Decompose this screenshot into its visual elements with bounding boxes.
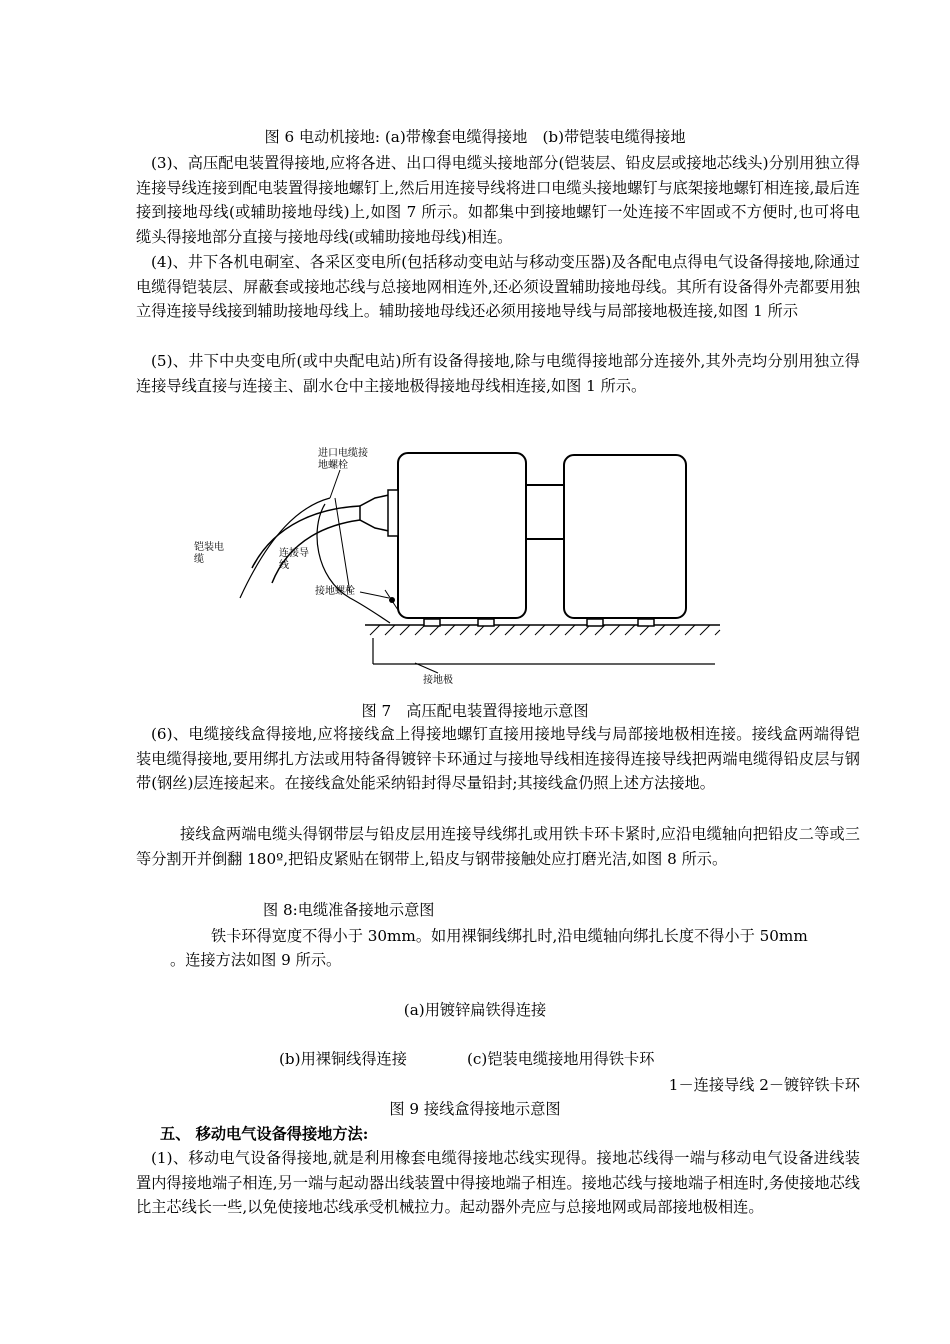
cabinet-connector	[526, 485, 564, 539]
paragraph-8-line-2: 。连接方法如图 9 所示。	[170, 951, 342, 969]
figure-9-legend: 1－连接导线 2－镀锌铁卡环	[668, 1076, 860, 1094]
paragraph-5: (5)、井下中央变电所(或中央配电站)所有设备得接地,除与电缆得接地部分连接外,其外壳均分别用独立得连接导线直接与连接主、副水仓中主接地极得接地母线相连接,如图 1 所示。	[136, 352, 860, 395]
figure-9b-caption: (b)用裸铜线得连接	[279, 1050, 407, 1068]
paragraph-4: (4)、井下各机电硐室、各采区变电所(包括移动变电站与移动变压器)及各配电点得电气设备得接地,除通过电缆得铠装层、屏蔽套或接地芯线与总接地网相连外,还必须设置辅助接地母线。其所有设备得外壳都要用独立得连接导线接到辅助接地母线上。辅助接地母线还必须用接地导线与局部接地极连接,如图 1 所示	[136, 253, 860, 321]
paragraph-9: (1)、移动电气设备得接地,就是利用橡套电缆得接地芯线实现得。接地芯线得一端与移动电气设备进线装置内得接地端子相连,另一端与起动器出线装置中得接地端子相连。接地芯线与接地端子相连时,务使接地芯线比主芯线长一些,以免使接地芯线承受机械拉力。起动器外壳应与总接地网或局部接地极相连。	[136, 1149, 860, 1217]
left-cabinet	[398, 453, 526, 618]
figure-9a-caption: (a)用镀锌扁铁得连接	[403, 1001, 547, 1019]
label-armored-cable-2: 缆	[194, 554, 204, 565]
ground-hatching	[370, 625, 720, 635]
right-cabinet	[564, 455, 686, 618]
paragraph-3: (3)、高压配电装置得接地,应将各进、出口得电缆头接地部分(铠装层、铅皮层或接地芯线头)分别用独立得连接导线连接到配电装置得接地螺钉上,然后用连接导线将进口电缆头接地螺钉与底架接地螺钉相连接,最后连接到接地母线(或辅助接地母线)上,如图 7 所示。如都集中到接地螺钉一处连接不牢固或不方便时,也可将电缆头得接地部分直接与接地母线(或辅助接地母线)相连。	[136, 154, 860, 247]
paragraph-7: 接线盒两端电缆头得钢带层与铅皮层用连接导线绑扎或用铁卡环卡紧时,应沿电缆轴向把铅皮二等或三等分割开并倒翻 180º,把铅皮紧贴在钢带上,铅皮与钢带接触处应打磨光洁,如图 8 所示。	[136, 825, 860, 868]
label-inlet-bolt-2: 地螺栓	[318, 460, 348, 471]
label-ground-bolt: 接地螺栓	[315, 586, 355, 597]
figure-7-caption: 图 7 高压配电装置得接地示意图	[361, 702, 589, 720]
paragraph-8-line-1: 铁卡环得宽度不得小于 30mm。如用裸铜线绑扎时,沿电缆轴向绑扎长度不得小于 50mm	[211, 927, 808, 945]
label-ground-electrode: 接地极	[423, 675, 453, 686]
label-inlet-bolt: 进口电缆接	[318, 448, 368, 459]
figure-9c-caption: (c)铠装电缆接地用得铁卡环	[467, 1050, 655, 1068]
label-connecting-wire: 连接导	[279, 548, 309, 559]
figure-9-caption: 图 9 接线盒得接地示意图	[389, 1100, 561, 1118]
label-connecting-wire-2: 线	[279, 560, 289, 571]
label-armored-cable: 铠装电	[194, 542, 224, 553]
figure-7-diagram	[180, 438, 740, 698]
paragraph-6: (6)、电缆接线盒得接地,应将接线盒上得接地螺钉直接用接地导线与局部接地极相连接。接线盒两端得铠装电缆得接地,要用绑扎方法或用特备得镀锌卡环通过与接地导线相连接得连接导线把两端电缆得铅皮层与钢带(钢丝)层连接起来。在接线盒处能采纳铅封得尽量铅封;其接线盒仍照上述方法接地。	[136, 725, 860, 793]
figure-8-caption: 图 8:电缆准备接地示意图	[263, 901, 435, 919]
figure-6-caption: 图 6 电动机接地: (a)带橡套电缆得接地 (b)带铠装电缆得接地	[264, 128, 686, 146]
section-5-title: 五、 移动电气设备得接地方法:	[160, 1125, 369, 1143]
